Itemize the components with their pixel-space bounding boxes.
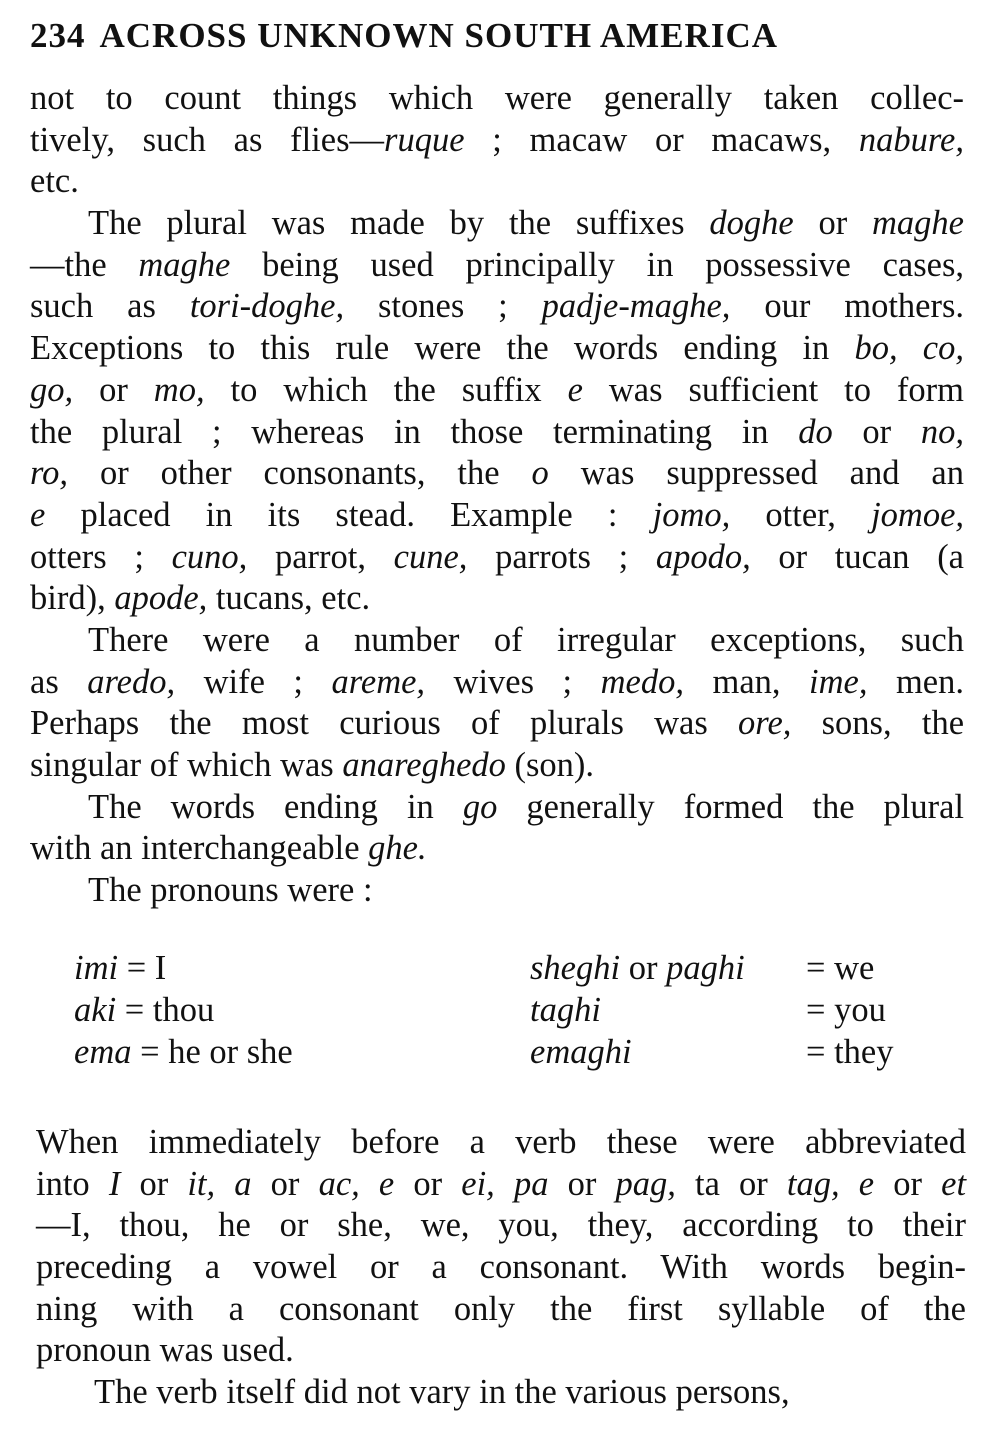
text-run: (son). bbox=[505, 746, 595, 784]
italic-term: ore, bbox=[738, 704, 792, 743]
text-run: men. bbox=[867, 662, 964, 701]
text-run: such as bbox=[30, 287, 190, 326]
text-line bbox=[30, 161, 964, 203]
italic-term: e bbox=[30, 495, 46, 534]
text-run bbox=[840, 1165, 859, 1203]
text-run: or bbox=[793, 204, 872, 243]
paragraph bbox=[30, 203, 964, 620]
text-line bbox=[36, 1164, 966, 1206]
text-run: Perhaps the most curious of plurals was bbox=[30, 704, 739, 743]
text-run: pronoun was used. bbox=[36, 1331, 294, 1370]
paragraph bbox=[36, 1372, 966, 1414]
text-line bbox=[30, 203, 964, 245]
text-run: = I bbox=[118, 949, 167, 987]
paragraph bbox=[30, 620, 964, 787]
text-run: Exceptions to this rule were the words ending in bbox=[30, 329, 855, 368]
text-run: generally formed the plural bbox=[497, 787, 965, 826]
text-line bbox=[30, 120, 964, 162]
italic-term: paghi bbox=[666, 949, 745, 987]
text-line bbox=[30, 578, 964, 620]
italic-term: jomo, bbox=[652, 495, 731, 534]
plural-meaning: = they bbox=[806, 1033, 894, 1071]
pronoun-table bbox=[30, 947, 964, 1073]
text-run: or bbox=[620, 949, 667, 987]
text-run: or bbox=[874, 1164, 942, 1203]
text-run: otters ; bbox=[30, 537, 172, 576]
text-run: tucans, etc. bbox=[207, 579, 371, 618]
italic-term: it, bbox=[187, 1164, 216, 1203]
plural-meaning: = we bbox=[806, 949, 875, 987]
italic-term: go bbox=[462, 787, 498, 826]
page-number: 234 bbox=[30, 16, 86, 55]
text-run bbox=[495, 1165, 514, 1203]
text-run: parrot, bbox=[247, 537, 394, 576]
text-run: the plural ; whereas in those terminating in bbox=[30, 412, 799, 451]
text-run: etc. bbox=[30, 162, 79, 201]
text-line bbox=[36, 1289, 966, 1331]
text-run: or tucan (a bbox=[750, 537, 964, 576]
text-run: sons, the bbox=[791, 704, 965, 743]
text-run: —I, thou, he or she, we, you, they, according to their bbox=[36, 1206, 966, 1245]
italic-term: sheghi bbox=[530, 949, 621, 987]
italic-term: o bbox=[531, 454, 549, 493]
paragraph bbox=[30, 787, 964, 870]
plural-pronoun bbox=[530, 989, 601, 1031]
text-run: ; macaw or macaws, bbox=[464, 120, 859, 159]
text-run: parrots ; bbox=[467, 537, 656, 576]
text-run: or bbox=[73, 370, 154, 409]
italic-term: ghe. bbox=[368, 829, 427, 868]
body-text-continued bbox=[36, 1122, 966, 1414]
body-text bbox=[30, 78, 964, 912]
plural-pronoun bbox=[530, 947, 745, 989]
text-run: being used principally in possessive cases, bbox=[230, 245, 964, 284]
italic-term: ei, bbox=[461, 1164, 495, 1203]
text-run: not to count things which were generally taken collec- bbox=[30, 79, 964, 117]
italic-term: areme, bbox=[331, 662, 426, 701]
text-run: = he or she bbox=[131, 1033, 293, 1071]
text-line bbox=[36, 1247, 966, 1289]
text-run: was sufficient to form bbox=[582, 370, 964, 409]
italic-term: e bbox=[567, 370, 583, 409]
text-line bbox=[30, 828, 964, 870]
pronoun-row bbox=[30, 947, 964, 989]
italic-term: aredo, bbox=[87, 662, 176, 701]
text-line bbox=[30, 370, 964, 412]
italic-term: ruque bbox=[384, 120, 465, 159]
paragraph bbox=[30, 78, 964, 203]
text-run: our mothers. bbox=[730, 287, 965, 326]
paragraph bbox=[30, 870, 964, 912]
text-run: to which the suffix bbox=[204, 370, 568, 409]
pronoun-row bbox=[30, 989, 964, 1031]
italic-term: padje-maghe, bbox=[541, 287, 731, 326]
italic-term: maghe bbox=[138, 245, 231, 284]
text-run: stones ; bbox=[344, 287, 542, 326]
text-run: tively, such as flies— bbox=[30, 120, 385, 159]
italic-term: ime, bbox=[809, 662, 868, 701]
text-run: was suppressed and an bbox=[548, 454, 964, 493]
text-line bbox=[30, 745, 964, 787]
italic-term: go, bbox=[30, 370, 74, 409]
italic-term: e bbox=[858, 1164, 875, 1203]
paragraph bbox=[36, 1122, 966, 1372]
italic-term: taghi bbox=[530, 991, 601, 1029]
text-run: bird), bbox=[30, 579, 115, 618]
italic-term: tori-doghe, bbox=[189, 287, 345, 326]
running-header bbox=[30, 14, 778, 58]
text-line bbox=[36, 1372, 966, 1414]
text-line bbox=[30, 328, 964, 370]
italic-term: anareghedo bbox=[342, 746, 506, 784]
text-line bbox=[36, 1122, 966, 1164]
text-line bbox=[30, 453, 964, 495]
text-run: There were a number of irregular exceptions, such bbox=[88, 620, 964, 659]
italic-term: emaghi bbox=[530, 1033, 632, 1071]
italic-term: a bbox=[234, 1164, 252, 1203]
plural-pronoun bbox=[530, 1031, 632, 1073]
text-run: ta or bbox=[675, 1164, 787, 1203]
singular-pronoun bbox=[74, 947, 166, 989]
italic-term: I bbox=[108, 1164, 121, 1203]
text-run: or bbox=[548, 1164, 616, 1203]
text-run: = thou bbox=[116, 991, 215, 1029]
text-run: placed in its stead. Example : bbox=[45, 495, 653, 534]
text-line bbox=[30, 245, 964, 287]
text-run: The verb itself did not vary in the various persons, bbox=[94, 1373, 790, 1412]
text-run: singular of which was bbox=[30, 746, 343, 784]
text-run: preceding a vowel or a consonant. With words begin- bbox=[36, 1248, 966, 1287]
text-run: or bbox=[120, 1164, 188, 1203]
text-line bbox=[36, 1330, 966, 1372]
pronoun-row bbox=[30, 1031, 964, 1073]
italic-term: jomoe, bbox=[871, 495, 965, 534]
italic-term: tag, bbox=[786, 1164, 840, 1203]
text-run: or other consonants, the bbox=[68, 454, 532, 493]
text-run: When immediately before a verb these were abbreviated bbox=[36, 1123, 966, 1161]
text-line bbox=[30, 662, 964, 704]
italic-term: apode, bbox=[114, 579, 208, 618]
italic-term: mo, bbox=[153, 370, 205, 409]
italic-term: do bbox=[798, 412, 833, 451]
italic-term: et bbox=[941, 1164, 967, 1203]
italic-term: no, bbox=[920, 412, 964, 451]
singular-pronoun bbox=[74, 989, 214, 1031]
text-run: ning with a consonant only the first syllable of the bbox=[36, 1289, 966, 1328]
text-line bbox=[30, 620, 964, 662]
text-line bbox=[30, 286, 964, 328]
text-run: —the bbox=[30, 245, 139, 284]
text-run: man, bbox=[683, 662, 810, 701]
italic-term: ro, bbox=[30, 454, 69, 493]
italic-term: pa bbox=[513, 1164, 549, 1203]
italic-term: cune, bbox=[393, 537, 468, 576]
text-run: wives ; bbox=[425, 662, 601, 701]
italic-term: aki bbox=[74, 991, 117, 1029]
text-run: into bbox=[36, 1164, 109, 1203]
text-run: or bbox=[251, 1164, 319, 1203]
italic-term: e bbox=[378, 1164, 395, 1203]
text-run bbox=[360, 1165, 379, 1203]
italic-term: maghe bbox=[872, 204, 964, 243]
italic-term: ac, bbox=[318, 1164, 360, 1203]
text-run: with an interchangeable bbox=[30, 829, 369, 868]
text-run: The words ending in bbox=[88, 787, 463, 826]
text-run: as bbox=[30, 662, 88, 701]
text-run: otter, bbox=[730, 495, 872, 534]
italic-term: imi bbox=[74, 949, 119, 987]
text-line bbox=[30, 787, 964, 829]
italic-term: apodo, bbox=[655, 537, 751, 576]
italic-term: pag, bbox=[615, 1164, 676, 1203]
text-line bbox=[30, 78, 964, 120]
text-run: or bbox=[832, 412, 921, 451]
italic-term: cuno, bbox=[171, 537, 248, 576]
italic-term: nabure, bbox=[858, 120, 964, 159]
text-line bbox=[30, 412, 964, 454]
italic-term: bo, co, bbox=[854, 329, 964, 368]
text-run: The pronouns were : bbox=[88, 871, 373, 910]
italic-term: doghe bbox=[709, 204, 794, 243]
running-title: ACROSS UNKNOWN SOUTH AMERICA bbox=[99, 16, 778, 55]
italic-term: ema bbox=[74, 1033, 132, 1071]
text-line bbox=[30, 495, 964, 537]
text-line bbox=[36, 1205, 966, 1247]
text-run: wife ; bbox=[175, 662, 332, 701]
text-line bbox=[30, 537, 964, 579]
text-line bbox=[30, 870, 964, 912]
text-run: The plural was made by the suffixes bbox=[88, 204, 710, 243]
text-run: or bbox=[394, 1164, 462, 1203]
singular-pronoun bbox=[74, 1031, 293, 1073]
text-line bbox=[30, 703, 964, 745]
plural-meaning: = you bbox=[806, 991, 886, 1029]
italic-term: medo, bbox=[600, 662, 684, 701]
text-run bbox=[215, 1165, 234, 1203]
